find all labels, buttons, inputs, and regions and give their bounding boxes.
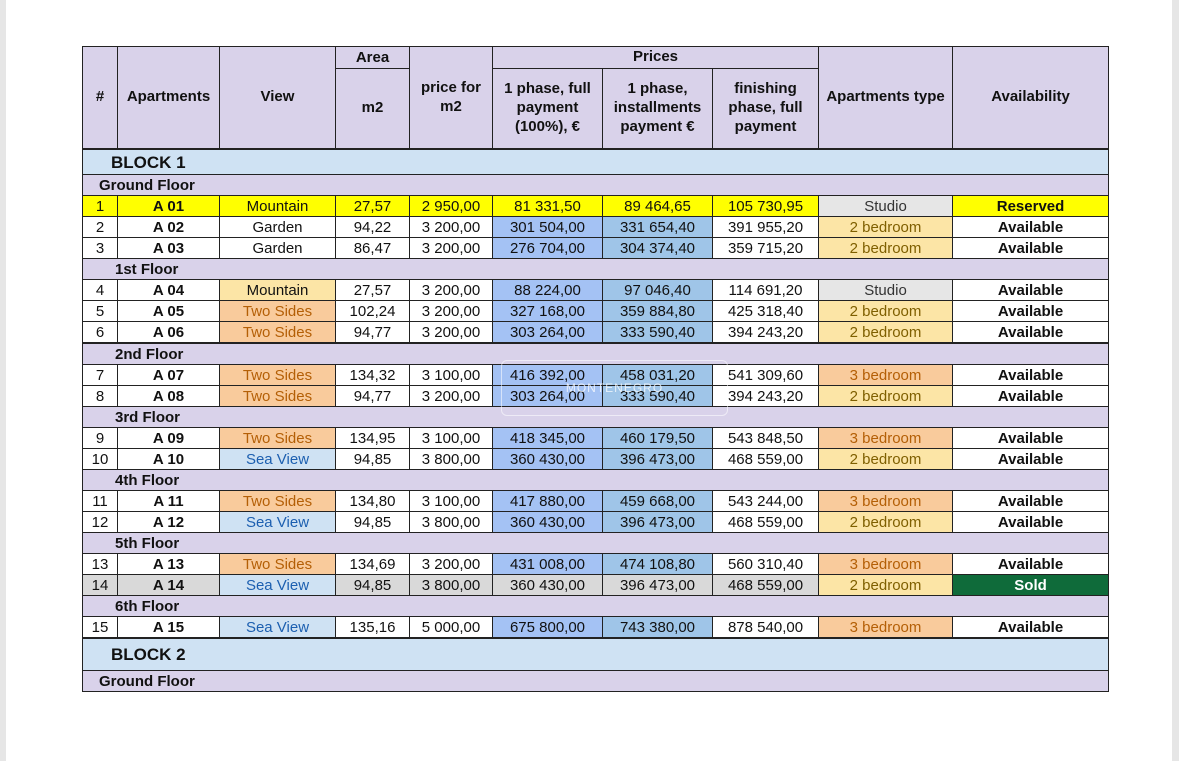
phase1-installments-price-cell: 474 108,80 <box>603 554 713 575</box>
apartment-id: A 10 <box>118 449 220 470</box>
phase1-full-price-cell: 416 392,00 <box>493 365 603 386</box>
floor-title: Ground Floor <box>83 671 1109 692</box>
view-cell: Two Sides <box>220 428 336 449</box>
view-cell: Sea View <box>220 617 336 639</box>
floor-title: 3rd Floor <box>83 407 1109 428</box>
spreadsheet-page <box>6 0 1172 761</box>
price-per-m2-cell: 3 200,00 <box>410 280 493 301</box>
floor-title: 5th Floor <box>83 533 1109 554</box>
finishing-full-price-cell: 114 691,20 <box>713 280 819 301</box>
finishing-full-price-cell: 394 243,20 <box>713 386 819 407</box>
apartment-id: A 04 <box>118 280 220 301</box>
apartment-row <box>83 449 1109 470</box>
area-cell: 135,16 <box>336 617 410 639</box>
view-cell: Mountain <box>220 196 336 217</box>
phase1-installments-price-cell: 359 884,80 <box>603 301 713 322</box>
row-index: 10 <box>83 449 118 470</box>
floor-header-row <box>83 343 1109 365</box>
col-header-finishing-full: finishing phase, full payment <box>713 69 819 150</box>
floor-title: Ground Floor <box>83 175 1109 196</box>
availability-cell: Available <box>953 428 1109 449</box>
floor-title: 6th Floor <box>83 596 1109 617</box>
row-index: 6 <box>83 322 118 344</box>
view-cell: Two Sides <box>220 365 336 386</box>
phase1-full-price-cell: 417 880,00 <box>493 491 603 512</box>
finishing-full-price-cell: 468 559,00 <box>713 449 819 470</box>
phase1-installments-price-cell: 458 031,20 <box>603 365 713 386</box>
apartment-type-cell: 3 bedroom <box>819 491 953 512</box>
apartment-id: A 03 <box>118 238 220 259</box>
finishing-full-price-cell: 391 955,20 <box>713 217 819 238</box>
apartment-id: A 13 <box>118 554 220 575</box>
availability-cell: Available <box>953 491 1109 512</box>
phase1-full-price-cell: 81 331,50 <box>493 196 603 217</box>
view-cell: Two Sides <box>220 491 336 512</box>
floor-title: 4th Floor <box>83 470 1109 491</box>
area-cell: 94,77 <box>336 386 410 407</box>
price-per-m2-cell: 3 200,00 <box>410 301 493 322</box>
availability-cell: Available <box>953 554 1109 575</box>
phase1-full-price-cell: 675 800,00 <box>493 617 603 639</box>
phase1-full-price-cell: 276 704,00 <box>493 238 603 259</box>
row-index: 8 <box>83 386 118 407</box>
price-per-m2-cell: 5 000,00 <box>410 617 493 639</box>
apartment-type-cell: 2 bedroom <box>819 449 953 470</box>
apartment-id: A 05 <box>118 301 220 322</box>
phase1-full-price-cell: 360 430,00 <box>493 449 603 470</box>
apartment-row <box>83 280 1109 301</box>
watermark-logo: MONTENEGRO <box>501 360 728 416</box>
finishing-full-price-cell: 543 244,00 <box>713 491 819 512</box>
table-header <box>83 47 1109 150</box>
row-index: 3 <box>83 238 118 259</box>
area-cell: 94,85 <box>336 449 410 470</box>
phase1-installments-price-cell: 743 380,00 <box>603 617 713 639</box>
price-per-m2-cell: 3 200,00 <box>410 217 493 238</box>
apartment-type-cell: 2 bedroom <box>819 322 953 344</box>
apartment-row <box>83 512 1109 533</box>
phase1-installments-price-cell: 89 464,65 <box>603 196 713 217</box>
view-cell: Garden <box>220 238 336 259</box>
floor-header-row <box>83 175 1109 196</box>
finishing-full-price-cell: 359 715,20 <box>713 238 819 259</box>
col-header-apartment-type: Apartments type <box>819 47 953 150</box>
availability-cell: Available <box>953 217 1109 238</box>
apartment-row <box>83 301 1109 322</box>
area-cell: 94,77 <box>336 322 410 344</box>
apartment-type-cell: 3 bedroom <box>819 365 953 386</box>
col-header-area-unit: m2 <box>336 69 410 150</box>
price-per-m2-cell: 3 100,00 <box>410 428 493 449</box>
floor-header-row <box>83 671 1109 692</box>
availability-cell: Available <box>953 449 1109 470</box>
view-cell: Two Sides <box>220 322 336 344</box>
price-per-m2-cell: 3 200,00 <box>410 322 493 344</box>
apartment-id: A 15 <box>118 617 220 639</box>
price-per-m2-cell: 3 100,00 <box>410 491 493 512</box>
area-cell: 27,57 <box>336 196 410 217</box>
col-header-apartments: Apartments <box>118 47 220 150</box>
finishing-full-price-cell: 543 848,50 <box>713 428 819 449</box>
availability-cell: Available <box>953 322 1109 344</box>
apartment-row <box>83 365 1109 386</box>
price-per-m2-cell: 3 200,00 <box>410 386 493 407</box>
phase1-installments-price-cell: 459 668,00 <box>603 491 713 512</box>
phase1-full-price-cell: 360 430,00 <box>493 512 603 533</box>
phase1-full-price-cell: 303 264,00 <box>493 322 603 344</box>
col-header-prices-group: Prices <box>493 47 819 69</box>
floor-header-row <box>83 596 1109 617</box>
floor-header-row <box>83 470 1109 491</box>
phase1-installments-price-cell: 396 473,00 <box>603 575 713 596</box>
col-header-phase1-full: 1 phase, full payment (100%), € <box>493 69 603 150</box>
row-index: 15 <box>83 617 118 639</box>
apartment-row <box>83 428 1109 449</box>
finishing-full-price-cell: 541 309,60 <box>713 365 819 386</box>
phase1-installments-price-cell: 333 590,40 <box>603 322 713 344</box>
view-cell: Two Sides <box>220 554 336 575</box>
finishing-full-price-cell: 394 243,20 <box>713 322 819 344</box>
col-header-availability: Availability <box>953 47 1109 150</box>
finishing-full-price-cell: 468 559,00 <box>713 512 819 533</box>
area-cell: 134,32 <box>336 365 410 386</box>
apartment-type-cell: Studio <box>819 280 953 301</box>
price-per-m2-cell: 2 950,00 <box>410 196 493 217</box>
apartment-row <box>83 217 1109 238</box>
apartment-id: A 14 <box>118 575 220 596</box>
phase1-full-price-cell: 418 345,00 <box>493 428 603 449</box>
finishing-full-price-cell: 878 540,00 <box>713 617 819 639</box>
apartment-id: A 09 <box>118 428 220 449</box>
phase1-installments-price-cell: 333 590,40 <box>603 386 713 407</box>
phase1-full-price-cell: 431 008,00 <box>493 554 603 575</box>
apartment-type-cell: 2 bedroom <box>819 512 953 533</box>
view-cell: Two Sides <box>220 386 336 407</box>
area-cell: 134,80 <box>336 491 410 512</box>
col-header-price-m2: price for m2 <box>410 47 493 150</box>
phase1-installments-price-cell: 331 654,40 <box>603 217 713 238</box>
apartment-type-cell: Studio <box>819 196 953 217</box>
phase1-full-price-cell: 88 224,00 <box>493 280 603 301</box>
block-title: BLOCK 1 <box>83 149 1109 175</box>
apartment-id: A 02 <box>118 217 220 238</box>
floor-header-row <box>83 259 1109 280</box>
apartment-row <box>83 196 1109 217</box>
apartment-id: A 06 <box>118 322 220 344</box>
area-cell: 94,22 <box>336 217 410 238</box>
phase1-full-price-cell: 360 430,00 <box>493 575 603 596</box>
row-index: 14 <box>83 575 118 596</box>
apartment-row <box>83 575 1109 596</box>
finishing-full-price-cell: 560 310,40 <box>713 554 819 575</box>
availability-cell: Available <box>953 386 1109 407</box>
table-body <box>83 149 1109 692</box>
col-header-view: View <box>220 47 336 150</box>
apartment-row <box>83 322 1109 344</box>
view-cell: Garden <box>220 217 336 238</box>
area-cell: 102,24 <box>336 301 410 322</box>
apartment-type-cell: 2 bedroom <box>819 575 953 596</box>
row-index: 2 <box>83 217 118 238</box>
availability-cell: Available <box>953 617 1109 639</box>
row-index: 9 <box>83 428 118 449</box>
price-per-m2-cell: 3 200,00 <box>410 554 493 575</box>
area-cell: 27,57 <box>336 280 410 301</box>
row-index: 11 <box>83 491 118 512</box>
availability-cell: Available <box>953 238 1109 259</box>
phase1-installments-price-cell: 460 179,50 <box>603 428 713 449</box>
finishing-full-price-cell: 468 559,00 <box>713 575 819 596</box>
apartment-type-cell: 2 bedroom <box>819 238 953 259</box>
area-cell: 94,85 <box>336 512 410 533</box>
apartment-row <box>83 491 1109 512</box>
finishing-full-price-cell: 105 730,95 <box>713 196 819 217</box>
price-per-m2-cell: 3 100,00 <box>410 365 493 386</box>
area-cell: 86,47 <box>336 238 410 259</box>
price-per-m2-cell: 3 800,00 <box>410 449 493 470</box>
phase1-installments-price-cell: 396 473,00 <box>603 512 713 533</box>
row-index: 4 <box>83 280 118 301</box>
phase1-full-price-cell: 301 504,00 <box>493 217 603 238</box>
area-cell: 94,85 <box>336 575 410 596</box>
apartment-row <box>83 617 1109 639</box>
view-cell: Sea View <box>220 575 336 596</box>
apartment-type-cell: 2 bedroom <box>819 301 953 322</box>
view-cell: Mountain <box>220 280 336 301</box>
apartment-id: A 01 <box>118 196 220 217</box>
apartment-type-cell: 2 bedroom <box>819 386 953 407</box>
phase1-installments-price-cell: 396 473,00 <box>603 449 713 470</box>
phase1-installments-price-cell: 304 374,40 <box>603 238 713 259</box>
availability-cell: Sold <box>953 575 1109 596</box>
phase1-installments-price-cell: 97 046,40 <box>603 280 713 301</box>
apartment-id: A 07 <box>118 365 220 386</box>
row-index: 5 <box>83 301 118 322</box>
floor-title: 1st Floor <box>83 259 1109 280</box>
apartment-row <box>83 386 1109 407</box>
col-header-index: # <box>83 47 118 150</box>
row-index: 7 <box>83 365 118 386</box>
area-cell: 134,69 <box>336 554 410 575</box>
apartment-id: A 08 <box>118 386 220 407</box>
view-cell: Two Sides <box>220 301 336 322</box>
block-header-row <box>83 638 1109 671</box>
apartment-row <box>83 238 1109 259</box>
area-cell: 134,95 <box>336 428 410 449</box>
price-per-m2-cell: 3 800,00 <box>410 575 493 596</box>
block-header-row <box>83 149 1109 175</box>
row-index: 12 <box>83 512 118 533</box>
row-index: 13 <box>83 554 118 575</box>
row-index: 1 <box>83 196 118 217</box>
price-per-m2-cell: 3 800,00 <box>410 512 493 533</box>
apartment-type-cell: 3 bedroom <box>819 554 953 575</box>
availability-cell: Available <box>953 280 1109 301</box>
apartment-type-cell: 3 bedroom <box>819 428 953 449</box>
view-cell: Sea View <box>220 449 336 470</box>
floor-header-row <box>83 533 1109 554</box>
block-title: BLOCK 2 <box>83 638 1109 671</box>
apartments-price-table <box>82 46 1109 692</box>
floor-header-row <box>83 407 1109 428</box>
availability-cell: Reserved <box>953 196 1109 217</box>
availability-cell: Available <box>953 301 1109 322</box>
apartment-row <box>83 554 1109 575</box>
phase1-full-price-cell: 327 168,00 <box>493 301 603 322</box>
view-cell: Sea View <box>220 512 336 533</box>
apartment-id: A 12 <box>118 512 220 533</box>
col-header-area: Area <box>336 47 410 69</box>
availability-cell: Available <box>953 512 1109 533</box>
phase1-full-price-cell: 303 264,00 <box>493 386 603 407</box>
col-header-phase1-installments: 1 phase, installments payment € <box>603 69 713 150</box>
apartment-type-cell: 2 bedroom <box>819 217 953 238</box>
availability-cell: Available <box>953 365 1109 386</box>
floor-title: 2nd Floor <box>83 343 1109 365</box>
apartment-id: A 11 <box>118 491 220 512</box>
finishing-full-price-cell: 425 318,40 <box>713 301 819 322</box>
price-per-m2-cell: 3 200,00 <box>410 238 493 259</box>
apartment-type-cell: 3 bedroom <box>819 617 953 639</box>
